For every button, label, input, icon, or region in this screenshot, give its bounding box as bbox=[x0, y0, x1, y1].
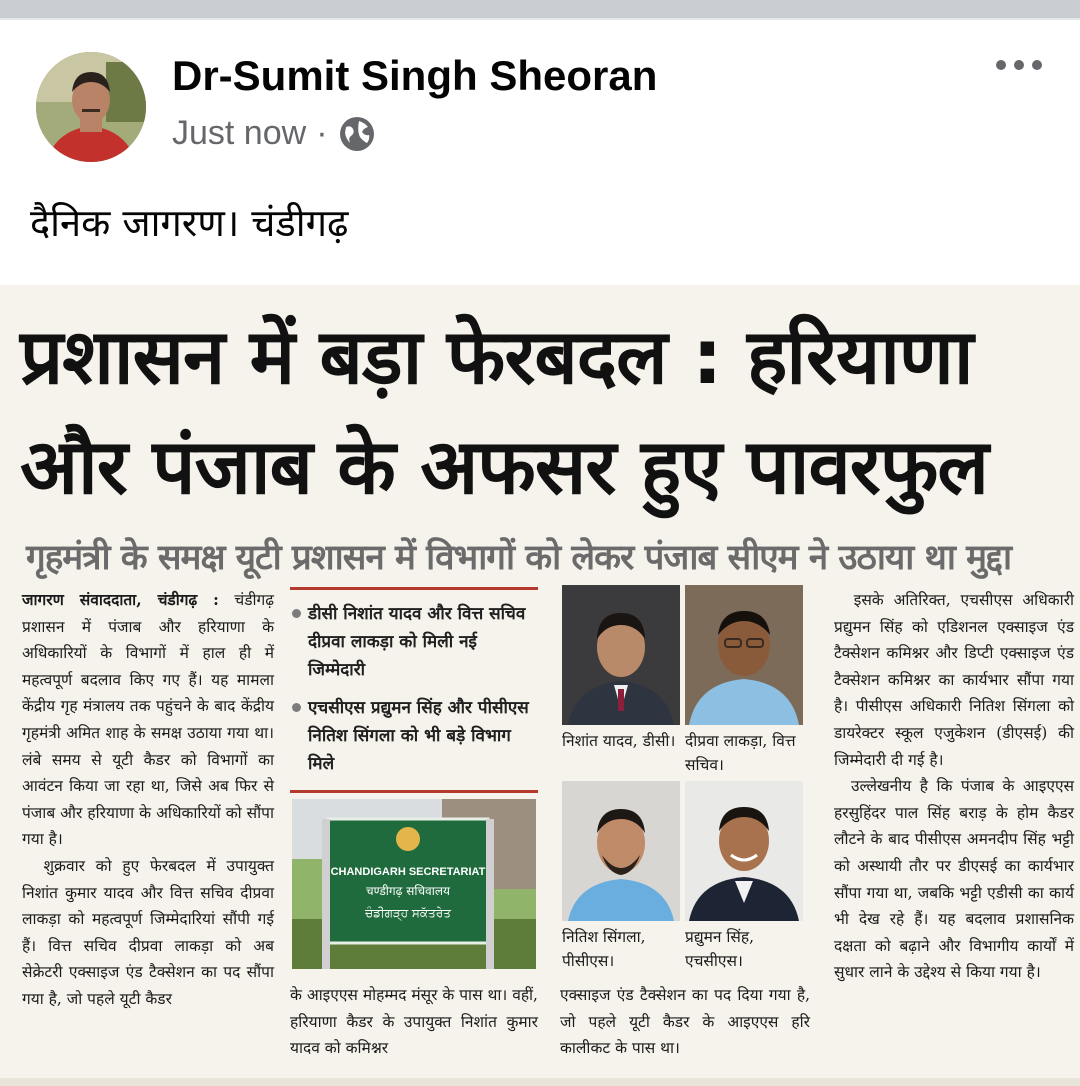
article-paragraph: शुक्रवार को हुए फेरबदल में उपायुक्त निशांत कुमार यादव और वित्त सचिव दीप्रवा लाकड़ा को महत्वपूर्ण जिम्मेदारियां सौंपी गई हैं। वित्त सचिव दीप्रवा लाकड़ा को अब सेक्रेटरी एक्साइज एंड टैक्सेशन का पद सौंपा गया है, जो पहले यूटी कैडर bbox=[22, 856, 275, 1008]
clipping-headline-line1: प्रशासन में बड़ा फेरबदल : हरियाणा bbox=[20, 312, 973, 401]
article-paragraph: इसके अतिरिक्त, एचसीएस अधिकारी प्रद्युमन सिंह को एडिशनल एक्साइज एंड टैक्सेशन कमिश्नर और डिप्टी एक्साइज एंड टैक्सेशन कमिश्नर का कार्यभार सौंपा गया है। पीसीएस अधिकारी नितिश सिंगला को डायरेक्टर स्कूल एजुकेशन (डीएसई) की जिम्मेदारी दी गई है। bbox=[834, 591, 1075, 769]
bottom-edge bbox=[0, 1078, 1080, 1086]
post-author-name[interactable]: Dr-Sumit Singh Sheoran bbox=[172, 52, 658, 99]
pull-quote-divider bbox=[290, 790, 538, 793]
clipping-headline-line2: और पंजाब के अफसर हुए पावरफुल bbox=[20, 422, 988, 511]
post-meta bbox=[172, 114, 376, 153]
newspaper-clipping-image[interactable] bbox=[0, 285, 1080, 1086]
pull-quote-item: डीसी निशांत यादव और वित्त सचिव दीप्रवा लाकड़ा को मिली नई जिम्मेदारी bbox=[290, 600, 538, 684]
portrait-dipravah-lakra bbox=[685, 585, 803, 725]
article-byline: जागरण संवाददाता, चंडीगढ़ : bbox=[22, 590, 219, 609]
portrait-caption: दीप्रवा लाकड़ा, वित्त सचिव। bbox=[685, 732, 796, 774]
avatar[interactable] bbox=[36, 52, 146, 162]
sign-text-punjabi: ਚੰਡੀਗੜ੍ਹ ਸਕੱਤਰੇਤ bbox=[365, 906, 451, 920]
portrait-caption: नितिश सिंगला, पीसीएस। bbox=[562, 928, 646, 970]
clipping-subheadline: गृहमंत्री के समक्ष यूटी प्रशासन में विभागों को लेकर पंजाब सीएम ने उठाया था मुद्दा bbox=[26, 538, 1012, 578]
portrait-pradyuman-singh bbox=[685, 781, 803, 921]
top-divider bbox=[0, 0, 1080, 18]
more-dots-icon bbox=[996, 60, 1006, 70]
portrait-caption: निशांत यादव, डीसी। bbox=[562, 732, 676, 750]
article-column-2: के आइएएस मोहम्मद मंसूर के पास था। वहीं, हरियाणा कैडर के उपायुक्त निशांत कुमार यादव को कमिश्नर bbox=[290, 986, 538, 1058]
post-timestamp[interactable]: Just now bbox=[172, 114, 307, 152]
post-caption: दैनिक जागरण। चंडीगढ़ bbox=[30, 201, 349, 245]
sign-text-hindi: चण्डीगढ़ सचिवालय bbox=[366, 884, 450, 898]
article-column-3: एक्साइज एंड टैक्सेशन का पद दिया गया है, जो पहले यूटी कैडर के आइएएस हरि कालीकट के पास था। bbox=[560, 986, 810, 1058]
more-options-button[interactable] bbox=[996, 60, 1042, 70]
portrait-nishant-yadav bbox=[562, 585, 680, 725]
portrait-caption: प्रद्युमन सिंह, एचसीएस। bbox=[685, 928, 755, 970]
pull-quote-box bbox=[290, 587, 538, 778]
globe-icon[interactable] bbox=[338, 115, 376, 153]
pull-quote-item: एचसीएस प्रद्युमन सिंह और पीसीएस नितिश सिंगला को भी बड़े विभाग मिले bbox=[290, 694, 538, 778]
article-paragraph: चंडीगढ़ प्रशासन में पंजाब और हरियाणा के अधिकारियों के विभागों में हाल ही में महत्वपूर्ण बदलाव किए गए हैं। यह मामला केंद्रीय गृह मंत्रालय तक पहुंचने के बाद केंद्रीय गृहमंत्री अमित शाह के समक्ष उठाया गया था। लंबे समय से यूटी कैडर को विभागों का आवंटन किया जा रहा था, जिसे अब फिर से पंजाब और हरियाणा के अधिकारियों को सौंपा गया है। bbox=[22, 591, 274, 849]
meta-separator: · bbox=[316, 114, 328, 152]
article-column-4 bbox=[834, 587, 1074, 986]
article-column-1 bbox=[22, 587, 274, 1013]
secretariat-photo bbox=[292, 799, 536, 969]
top-divider-shadow bbox=[0, 18, 1080, 20]
sign-text-english: CHANDIGARH SECRETARIAT bbox=[330, 866, 486, 878]
portrait-nitish-singla bbox=[562, 781, 680, 921]
article-paragraph: उल्लेखनीय है कि पंजाब के आइएएस हरसुहिंदर पाल सिंह बराड़ के होम कैडर लौटने के बाद पीसीएस अमनदीप सिंह भट्टी को अस्थायी तौर पर डीएसई का कार्यभार सौंपा गया था, जबकि भट्टी एडीसी का कार्य भी देख रहे हैं। यह बदलाव प्रशासनिक दक्षता को बढ़ाने और विभागीय कार्यों में सुधार लाने के उद्देश्य से किया गया है। bbox=[834, 777, 1074, 982]
